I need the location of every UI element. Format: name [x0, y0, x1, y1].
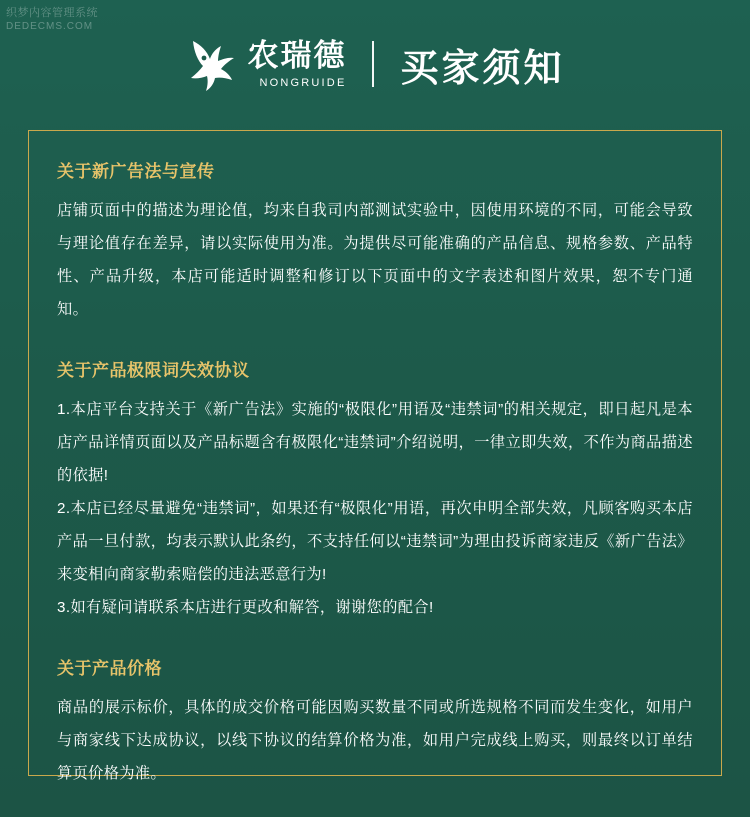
page-title: 买家须知	[400, 47, 565, 90]
section-extreme-words	[57, 356, 693, 624]
deer-head-logo-icon	[185, 35, 237, 93]
section-price	[57, 654, 693, 790]
section-paragraph: 商品的展示标价，具体的成交价格可能因购买数量不同或所选规格不同而发生变化，如用户与商家线下达成协议，以线下协议的结算价格为准，如用户完成线上购买，则最终以订单结算页价格为准。	[57, 699, 693, 782]
watermark	[6, 6, 98, 34]
watermark-line-2: DEDECMS.COM	[6, 21, 94, 32]
section-paragraph: 1.本店平台支持关于《新广告法》实施的“极限化”用语及“违禁词”的相关规定，即日起凡是本店产品详情页面以及产品标题含有极限化“违禁词”介绍说明，一律立即失效，不作为商品描述的依据!	[57, 401, 693, 484]
section-title: 关于产品价格	[57, 659, 162, 678]
section-title: 关于新广告法与宣传	[57, 162, 215, 181]
section-paragraph: 店铺页面中的描述为理论值，均来自我司内部测试实验中，因使用环境的不同，可能会导致与理论值存在差异，请以实际使用为准。为提供尽可能准确的产品信息、规格参数、产品特性、产品升级，本店可能适时调整和修订以下页面中的文字表述和图片效果，恕不专门通知。	[57, 202, 693, 318]
section-title: 关于产品极限词失效协议	[57, 361, 250, 380]
section-paragraph: 3.如有疑问请联系本店进行更改和解答，谢谢您的配合!	[57, 599, 434, 616]
section-advertising-law	[57, 157, 693, 326]
watermark-line-1: 织梦内容管理系统	[6, 7, 98, 19]
page-header	[0, 0, 750, 128]
notice-card	[28, 130, 722, 782]
brand-name-en: NONGRUIDE	[259, 76, 347, 89]
brand-text	[247, 37, 347, 89]
brand-name-cn: 农瑞德	[247, 37, 347, 73]
header-divider	[372, 41, 374, 87]
section-paragraph: 2.本店已经尽量避免“违禁词”，如果还有“极限化”用语，再次申明全部失效，凡顾客购买本店产品一旦付款，均表示默认此条约，不支持任何以“违禁词”为理由投诉商家违反《新广告法》来变相向商家勒索赔偿的违法恶意行为!	[57, 500, 693, 583]
brand-lockup	[185, 35, 346, 93]
